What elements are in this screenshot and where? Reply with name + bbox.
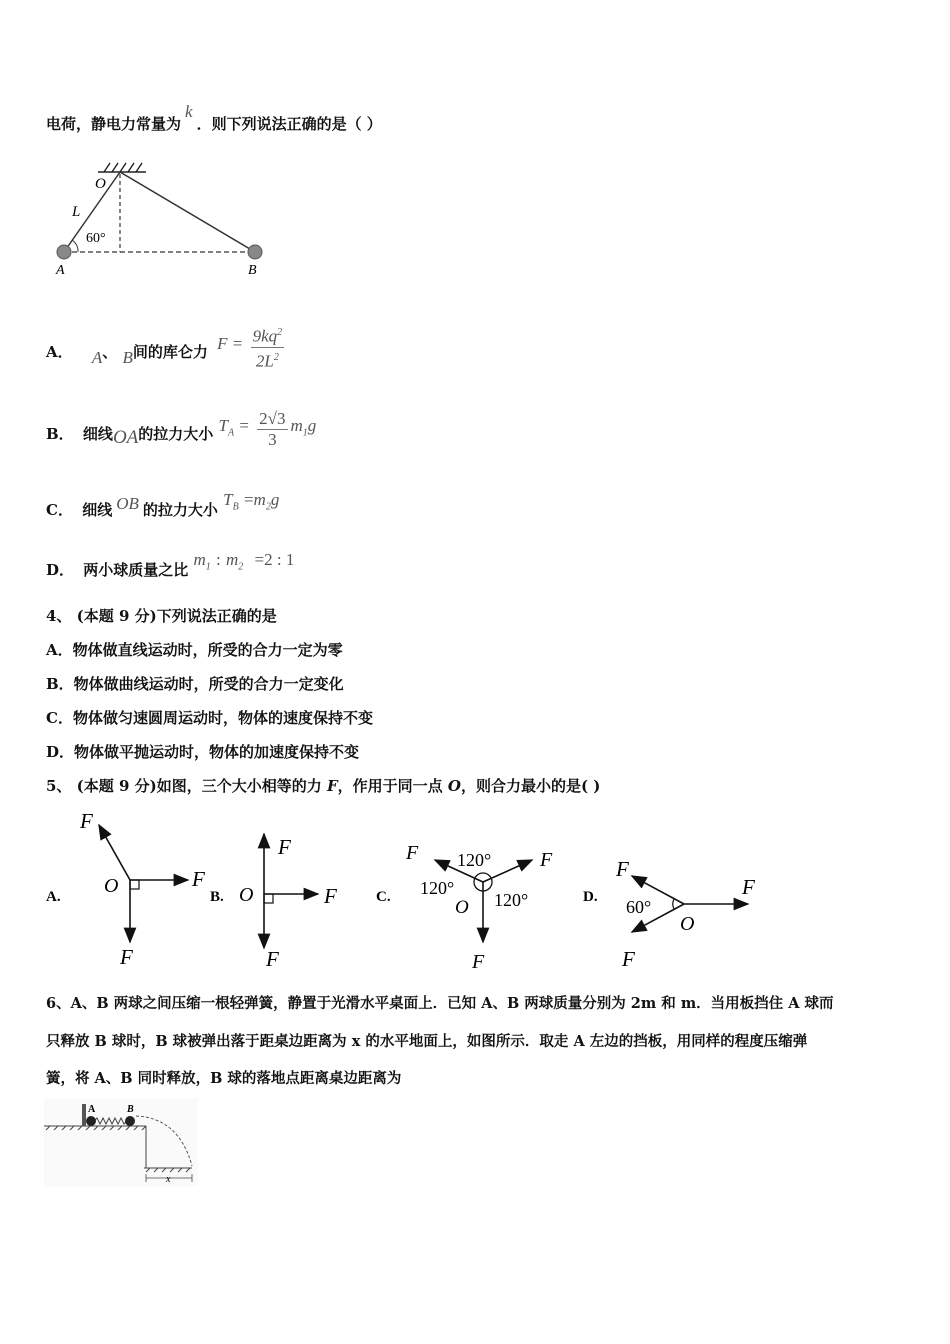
q3-option-a: A． A、 B间的库仑力 F = $\frac{9kq^2}{2L^2}$	[46, 328, 287, 377]
q6-line-1: 6、A、B 两球之间压缩一根轻弹簧，静置于光滑水平桌面上．已知 A、B 两球质量分别为 2m 和 m．当用板挡住 A 球而	[46, 995, 834, 1012]
svg-text:F: F	[406, 842, 419, 864]
label-b: B	[248, 263, 257, 278]
svg-text:F: F	[616, 857, 629, 881]
constant-k: k	[185, 102, 193, 121]
q5-option-d-letter: D.	[583, 889, 598, 905]
svg-text:F: F	[622, 947, 635, 971]
q4-option-d: D．物体做平抛运动时，物体的加速度保持不变	[46, 743, 360, 761]
q5-option-c-letter: C.	[376, 889, 391, 905]
blocking-board	[82, 1104, 86, 1126]
q3-pendulum-figure	[50, 158, 280, 282]
svg-text:F: F	[540, 849, 553, 871]
svg-text:O: O	[455, 897, 469, 918]
svg-text:60°: 60°	[626, 897, 652, 917]
svg-text:F: F	[192, 867, 205, 891]
svg-text:F: F	[472, 951, 485, 973]
svg-text:A: A	[88, 1104, 96, 1115]
q3-option-c: C． 细线 OB 的拉力大小 $T_B =m_2g$	[46, 490, 280, 519]
ceiling-hatch	[98, 163, 146, 172]
svg-text:F: F	[120, 945, 133, 969]
q3-option-d: D． 两小球质量之比 $m_1$ : $m_2 =2$ : 1	[46, 550, 295, 579]
svg-text:x: x	[166, 1174, 171, 1185]
svg-text:O: O	[239, 884, 254, 906]
label-60: 60°	[86, 231, 106, 246]
svg-text:O: O	[104, 875, 119, 897]
ball-a	[86, 1116, 96, 1126]
q6-line-2: 只释放 B 球时，B 球被弹出落于距桌边距离为 x 的水平地面上，如图所示．取走 A 左边的挡板，用同样的程度压缩弹	[46, 1033, 808, 1050]
q5-option-b-letter: B.	[210, 889, 224, 905]
q3-option-b: B． 细线OA的拉力大小 $T_A$ = $\frac{2√3}{3}$ $m_1g$	[46, 408, 317, 449]
ball-a	[57, 245, 71, 259]
q6-line-3: 簧，将 A、B 同时释放，B 球的落地点距离桌边距离为	[46, 1070, 402, 1087]
q3-intro: 电荷，静电力常量为k．则下列说法正确的是（ ）	[46, 102, 382, 133]
string-ob	[120, 172, 255, 252]
q4-option-c: C．物体做匀速圆周运动时，物体的速度保持不变	[46, 709, 373, 727]
svg-text:F: F	[324, 884, 337, 908]
svg-text:F: F	[80, 809, 93, 833]
q6-table-figure	[44, 1098, 198, 1186]
q5-stem: 5、 (本题 9 分)如图，三个大小相等的力 F，作用于同一点 O，则合力最小的是( )	[46, 777, 601, 795]
q5-force-diagrams	[40, 806, 820, 976]
q5-diagram-b	[264, 834, 318, 948]
q4-option-b: B．物体做曲线运动时，所受的合力一定变化	[46, 675, 344, 693]
svg-text:120°: 120°	[457, 850, 492, 870]
svg-text:F: F	[742, 875, 755, 899]
label-a: A	[56, 263, 65, 278]
svg-text:120°: 120°	[494, 890, 529, 910]
svg-text:B: B	[127, 1104, 134, 1115]
ball-b	[248, 245, 262, 259]
tension-fraction: $\frac{2√3}{3}$	[259, 408, 286, 449]
svg-text:F: F	[278, 835, 291, 859]
label-l: L	[72, 204, 81, 220]
q5-option-a-letter: A.	[46, 889, 61, 905]
angle-arc	[72, 240, 78, 252]
svg-text:F: F	[266, 947, 279, 971]
label-o: O	[95, 176, 106, 192]
q4-option-a: A．物体做直线运动时，所受的合力一定为零	[46, 641, 343, 659]
coulomb-fraction: $\frac{9kq^2}{2L^2}$	[251, 323, 285, 371]
ball-b	[125, 1116, 135, 1126]
svg-text:120°: 120°	[420, 878, 455, 898]
q4-stem: 4、 (本题 9 分)下列说法正确的是	[46, 607, 277, 625]
svg-text:O: O	[680, 913, 695, 935]
